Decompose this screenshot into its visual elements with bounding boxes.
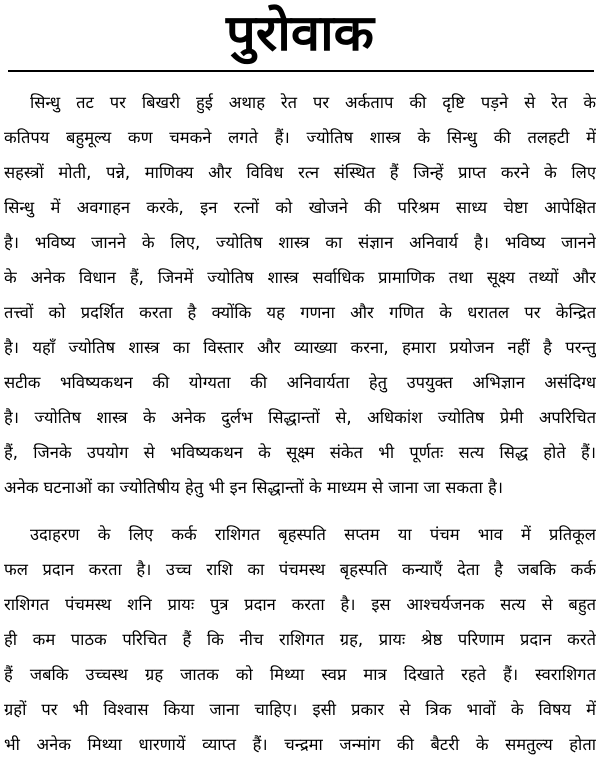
text-line: कतिपय बहुमूल्य कण चमकने लगते हैं। ज्योतिष शास्त्र के सिन्धु की तलहटी में [4, 128, 596, 147]
paragraph-2 [4, 517, 596, 762]
text-line: उदाहरण के लिए कर्क राशिगत बृहस्पति सप्तम या पंचम भाव में प्रतिकूल [30, 525, 596, 544]
paragraph-1 [4, 85, 596, 505]
text-line: सिन्धु तट पर बिखरी हुई अथाह रेत पर अर्कताप की दृष्टि पड़ने से रेत के [30, 93, 596, 112]
text-line: ग्रहों पर भी विश्वास किया जाना चाहिए। इसी प्रकार से त्रिक भावों के विषय में [4, 700, 596, 719]
text-line: है। यहाँ ज्योतिष शास्त्र का विस्तार और व्याख्या करना, हमारा प्रयोजन नहीं है परन्तु [4, 338, 596, 357]
text-line: राशिगत पंचमस्थ शनि प्रायः पुत्र प्रदान करता है। इस आश्चर्यजनक सत्य से बहुत [4, 595, 596, 614]
document-body [4, 85, 596, 762]
text-line: के अनेक विधान हैं, जिनमें ज्योतिष शास्त्र सर्वाधिक प्रामाणिक तथा सूक्ष्य तथ्यों और [4, 268, 596, 287]
text-line: सिन्धु में अवगाहन करके, इन रत्नों को खोजने की परिश्रम साध्य चेष्टा आपेक्षित [4, 198, 596, 217]
text-line: ही कम पाठक परिचित हैं कि नीच राशिगत ग्रह, प्रायः श्रेष्ठ परिणाम प्रदान करते [4, 630, 596, 649]
title-underline [8, 70, 594, 72]
text-line: हैं जबकि उच्चस्थ ग्रह जातक को मिथ्या स्वप्न मात्र दिखाते रहते हैं। स्वराशिगत [4, 665, 596, 684]
text-line: है। ज्योतिष शास्त्र के अनेक दुर्लभ सिद्धान्तों से, अधिकांश ज्योतिष प्रेमी अपरिचित [4, 408, 596, 427]
text-line: तत्त्वों को प्रदर्शित करता है क्योंकि यह गणना और गणित के धरातल पर केन्द्रित [4, 303, 596, 322]
text-line: सहस्त्रों मोती, पन्ने, माणिक्य और विविध रत्न संस्थित हैं जिन्हें प्राप्त करने के लिए [4, 163, 596, 182]
text-line: अनेक घटनाओं का ज्योतिषीय हेतु भी इन सिद्धान्तों के माध्यम से जाना जा सकता है। [4, 478, 504, 497]
page-title: पुरोवाक [225, 4, 374, 62]
text-line: है। भविष्य जानने के लिए, ज्योतिष शास्त्र का संज्ञान अनिवार्य है। भविष्य जानने [4, 233, 596, 252]
text-line: फल प्रदान करता है। उच्च राशि का पंचमस्थ बृहस्पति कन्याएँ देता है जबकि कर्क [4, 560, 596, 579]
text-line: भी अनेक मिथ्या धारणायें व्याप्त हैं। चन्द्रमा जन्मांग की बैटरी के समतुल्य होता [4, 735, 596, 754]
text-line: सटीक भविष्यकथन की योग्यता की अनिवार्यता हेतु उपयुक्त अभिज्ञान असंदिग्ध [4, 373, 596, 392]
text-line: हैं, जिनके उपयोग से भविष्यकथन के सूक्ष्म संकेत भी पूर्णतः सत्य सिद्ध होते हैं। [4, 443, 596, 462]
paragraph-gap [4, 505, 596, 517]
